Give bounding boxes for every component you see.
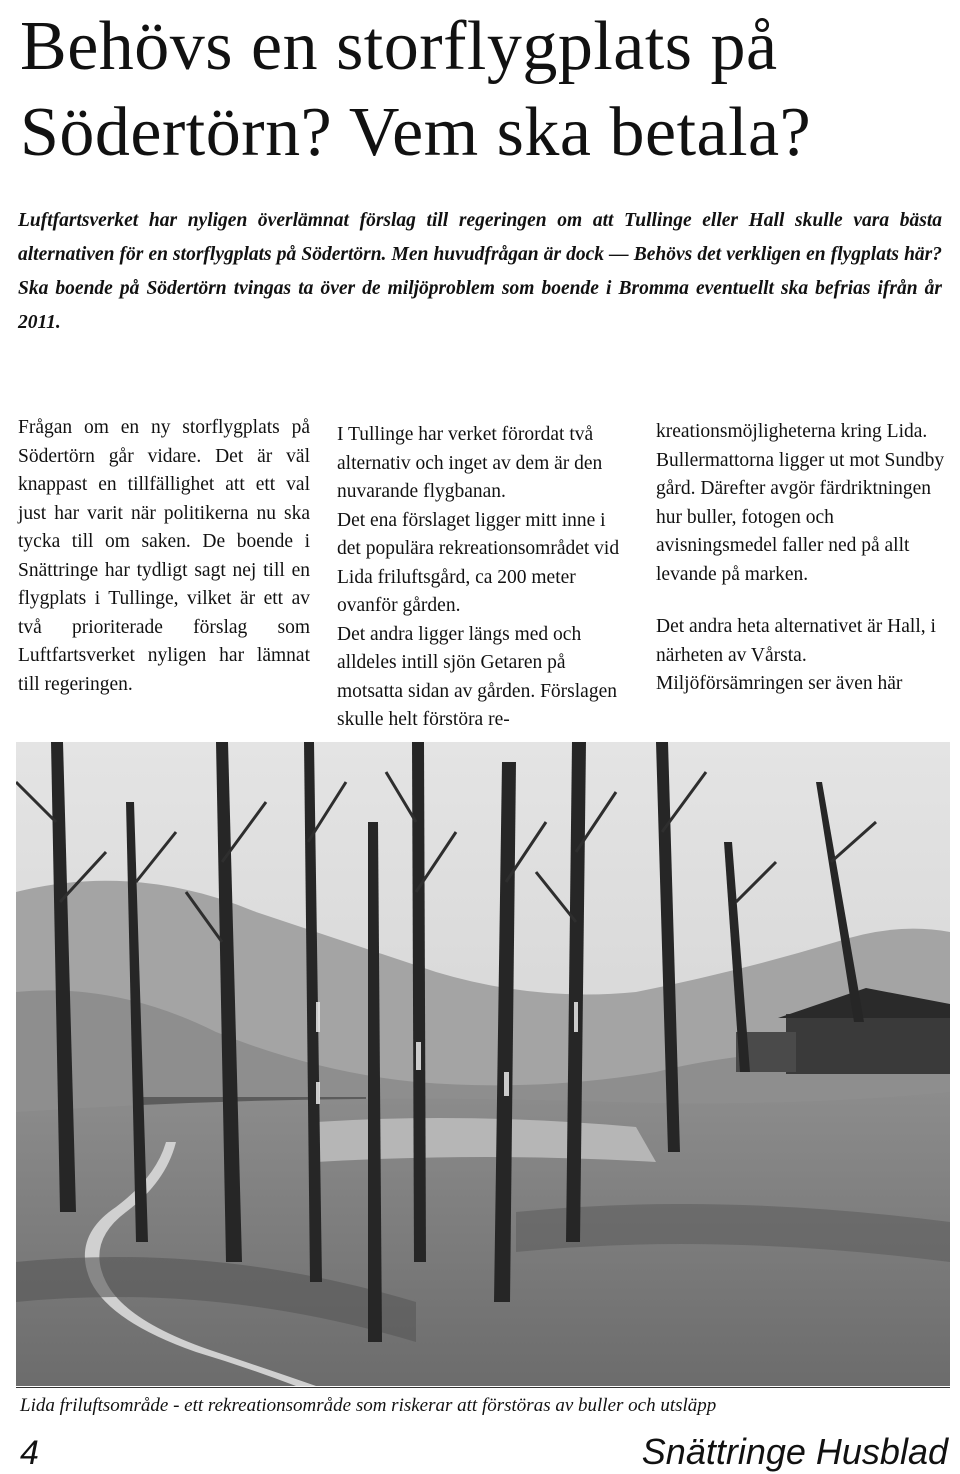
body-column-3 [656,418,950,699]
body-column-1 [18,414,310,699]
column-2-paragraph-2: Det ena förslaget ligger mitt inne i det populära rekreationsområdet vid Lida friluftsgård, ca 200 meter ovanför gården. [337,509,620,616]
article-lead: Luftfartsverket har nyligen överlämnat förslag till regeringen om att Tullinge eller Hall skulle vara bästa alternativen för en storflygplats på Södertörn. Men huvudfrågan är dock — Behövs det verkligen en flygplats här? Ska boende på Södertörn tvingas ta över de miljöproblem som boende i Bromma eventuellt ska befrias ifrån år 2011. [18,210,942,333]
column-3-paragraph-2: Bullermattorna ligger ut mot Sundby gård. Därefter avgör färdriktningen hur buller, fotogen och avisningsmedel faller ned på allt levande på marken. [656,449,945,585]
paragraph-gap [656,589,950,613]
forest-photo-illustration [16,742,950,1386]
headline-line-2: Södertörn? Vem ska betala? [20,94,812,171]
headline-line-1: Behövs en storflygplats på [20,8,778,85]
column-2-paragraph-1: I Tullinge har verket förordat två alternativ och inget av dem är den nuvarande flygbanan. [337,424,603,502]
column-1-text: Frågan om en ny storflygplats på Södertörn går vidare. Det är väl knappast en tillfällighet att ett val just har varit när politikerna nu ska tycka till om saken. De boende i Snättringe har tydligt sagt nej till en flygplats i Tullinge, vilket är ett av två prioriterade förslag som Luftfartsverket nyligen har lämnat till regeringen. [18,417,310,695]
article-headline [20,4,950,176]
photo-caption: Lida friluftsområde - ett rekreationsområde som riskerar att förstöras av buller och utsläpp [20,1395,717,1416]
forest-photo [16,742,950,1386]
column-3-paragraph-1: kreationsmöjligheterna kring Lida. [656,421,928,442]
column-3-paragraph-3: Det andra heta alternativet är Hall, i närheten av Vårsta. Miljöförsämringen ser även här [656,616,936,694]
column-2-paragraph-3: Det andra ligger längs med och alldeles intill sjön Getaren på motsatta sidan av gården. Förslagen skulle helt förstöra re- [337,623,617,730]
publication-name: Snättringe Husblad [641,1431,948,1472]
caption-divider [16,1387,950,1388]
page-number: 4 [20,1434,39,1472]
body-column-2 [337,421,631,735]
